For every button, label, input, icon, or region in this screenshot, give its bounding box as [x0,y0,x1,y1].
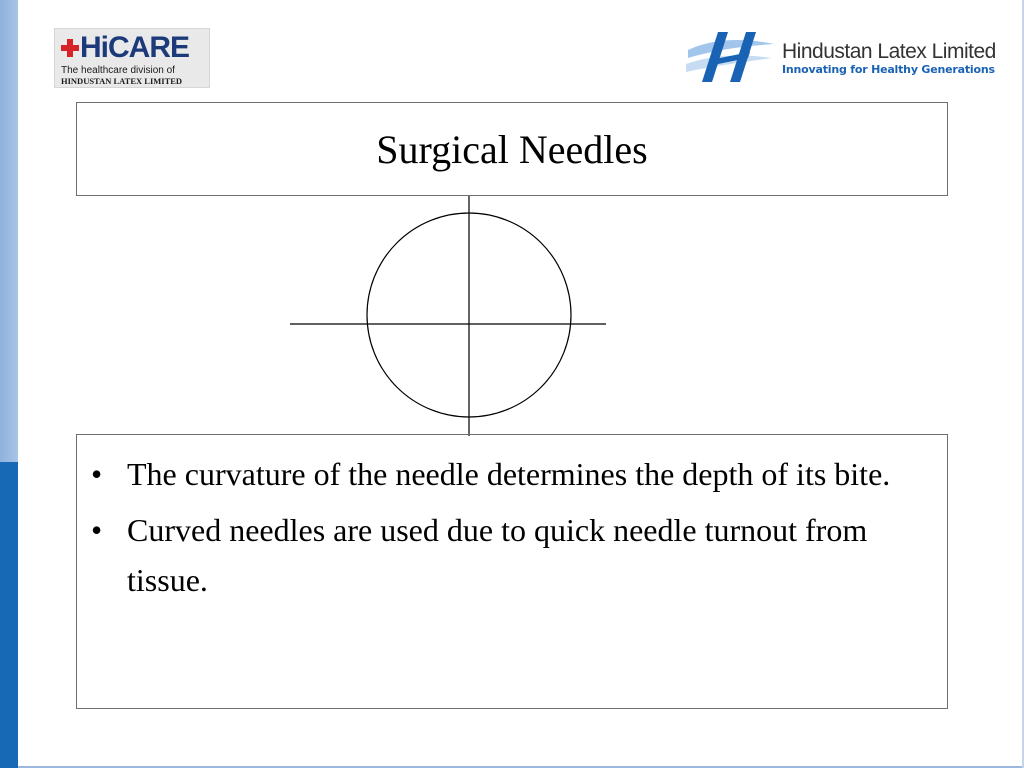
bullet-item [91,505,917,605]
title-box [76,102,948,196]
side-stripe-light [0,0,18,462]
hicare-subtitle-line1: The healthcare division of [61,65,175,76]
content-box [76,434,948,709]
hll-logo [684,28,996,84]
hicare-subtitle-line2: HINDUSTAN LATEX LIMITED [61,76,183,86]
bullet-glyph: • [91,456,103,492]
needle-curvature-diagram [288,196,608,436]
hll-emblem-icon [684,28,776,84]
hicare-brand-text: HiCARE [80,31,190,64]
hll-tagline: Innovating for Healthy Generations [782,63,995,76]
bullet-glyph: • [91,512,103,548]
side-stripe-dark [0,462,18,768]
hll-company-name: Hindustan Latex Limited [782,40,996,63]
bullet-text: Curved needles are used due to quick needle turnout from tissue. [127,512,868,598]
slide-title: Surgical Needles [376,126,648,172]
bullet-text: The curvature of the needle determines the depth of its bite. [127,456,891,492]
bullet-list [77,435,947,605]
hicare-wordmark [61,33,189,63]
hicare-logo [54,28,210,88]
bullet-item [91,449,917,499]
red-cross-icon [61,36,79,60]
